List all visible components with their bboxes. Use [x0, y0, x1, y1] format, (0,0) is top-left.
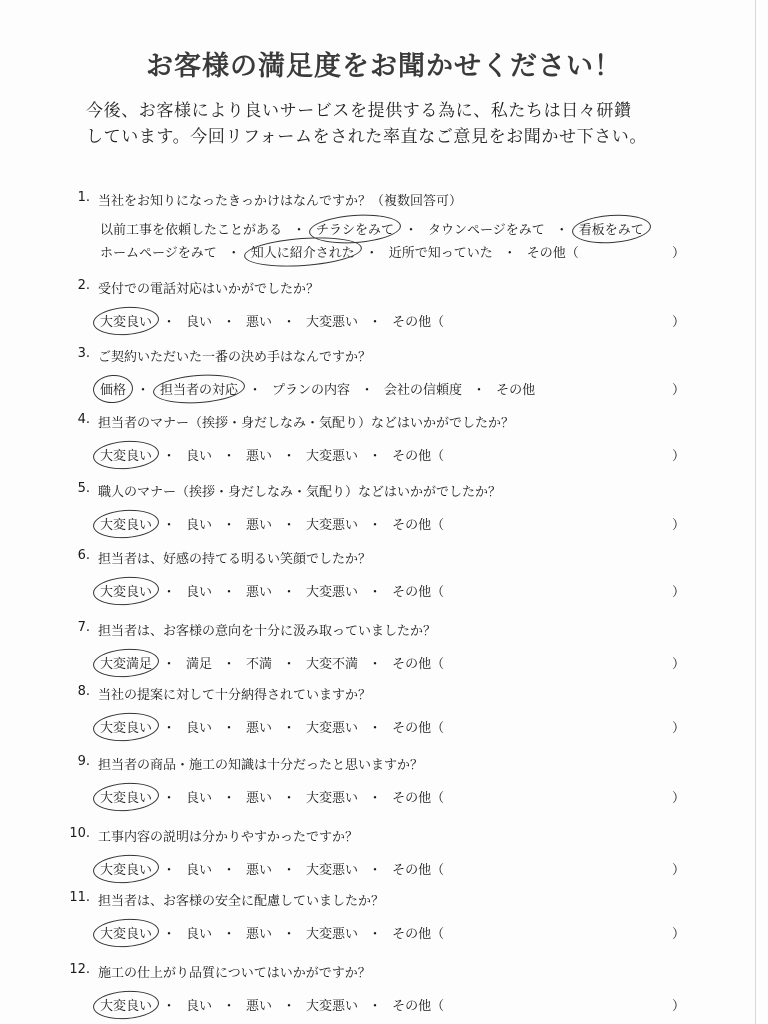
option[interactable]: 良い: [186, 927, 213, 942]
option-separator: ・: [555, 223, 569, 238]
question-number: 4.: [77, 412, 90, 427]
option-selected[interactable]: 大変良い: [98, 311, 154, 330]
option-selected[interactable]: 大変満足: [98, 653, 154, 672]
option-separator: ・: [404, 223, 418, 238]
option-selected[interactable]: 担当者の対応: [158, 379, 240, 398]
question-text: ご契約いただいた一番の決め手はなんですか？: [98, 350, 372, 365]
option-selected[interactable]: 大変良い: [98, 787, 154, 806]
option-separator: ・: [282, 518, 296, 533]
option[interactable]: 大変悪い: [306, 449, 359, 464]
question-number: 3.: [77, 346, 90, 361]
question-text: 工事内容の説明は分かりやすかったですか？: [98, 830, 359, 845]
intro-line-1: 今後、お客様により良いサービスを提供する為に、私たちは日々研鑽: [86, 101, 632, 121]
closing-paren: ）: [672, 315, 686, 330]
option-selected[interactable]: 大変良い: [98, 581, 154, 600]
option[interactable]: その他（: [392, 315, 445, 330]
option-separator: ・: [227, 246, 241, 261]
option-separator: ・: [162, 449, 176, 464]
option[interactable]: その他（: [392, 863, 445, 878]
options-row-2: [98, 242, 581, 261]
question-text: 職人のマナー（挨拶・身だしなみ・気配り）などはいかがでしたか？: [98, 485, 502, 500]
closing-paren: ）: [672, 791, 686, 806]
survey-title: お客様の満足度をお聞かせください！: [146, 51, 622, 82]
closing-paren: ）: [672, 863, 686, 878]
option[interactable]: プランの内容: [272, 383, 351, 398]
option-separator: ・: [472, 383, 486, 398]
option[interactable]: 大変悪い: [306, 315, 359, 330]
options-row: [98, 717, 446, 736]
option-separator: ・: [368, 721, 382, 736]
question-number: 10.: [69, 826, 90, 841]
question-text: 当社の提案に対して十分納得されていますか？: [98, 688, 372, 703]
option-separator: ・: [368, 791, 382, 806]
option-selected[interactable]: 大変良い: [98, 859, 154, 878]
option-separator: ・: [222, 999, 236, 1014]
option-separator: ・: [222, 449, 236, 464]
question-number: 9.: [77, 754, 90, 769]
option[interactable]: 良い: [186, 721, 213, 736]
options-row: [98, 379, 537, 398]
question-text: 受付での電話対応はいかがでしたか？: [98, 282, 320, 297]
option-separator: ・: [360, 383, 374, 398]
closing-paren: ）: [672, 999, 686, 1014]
option[interactable]: 大変悪い: [306, 585, 359, 600]
option[interactable]: その他（: [392, 585, 445, 600]
option-selected[interactable]: 知人に紹介された: [249, 242, 357, 261]
question-number: 8.: [77, 684, 90, 699]
options-row-1: [98, 219, 646, 238]
closing-paren: ）: [672, 585, 686, 600]
closing-paren: ）: [672, 246, 686, 261]
option[interactable]: 近所で知っていた: [388, 246, 493, 261]
intro-line-2: しています。今回リフォームをされた率直なご意見をお聞かせ下さい。: [86, 127, 647, 147]
option-separator: ・: [282, 449, 296, 464]
options-row: [98, 445, 446, 464]
option[interactable]: 悪い: [246, 791, 273, 806]
option[interactable]: 大変不満: [306, 657, 359, 672]
option-separator: ・: [368, 585, 382, 600]
option[interactable]: 良い: [186, 449, 213, 464]
option-separator: ・: [222, 657, 236, 672]
question-text: 当社をお知りになったきっかけはなんですか？（複数回答可）: [98, 194, 463, 209]
option-separator: ・: [282, 999, 296, 1014]
options-row: [98, 653, 446, 672]
question-text: 担当者のマナー（挨拶・身だしなみ・気配り）などはいかがでしたか？: [98, 416, 515, 431]
option-selected[interactable]: 大変良い: [98, 717, 154, 736]
option[interactable]: その他: [496, 383, 536, 398]
option[interactable]: 良い: [186, 863, 213, 878]
option-separator: ・: [222, 863, 236, 878]
option-separator: ・: [162, 657, 176, 672]
option-separator: ・: [368, 657, 382, 672]
option[interactable]: 大変悪い: [306, 518, 359, 533]
scan-edge-line: [755, 0, 756, 1024]
option-separator: ・: [162, 315, 176, 330]
question-text: 担当者は、お客様の意向を十分に汲み取っていましたか？: [98, 624, 437, 639]
options-row: [98, 923, 446, 942]
option[interactable]: その他（: [392, 791, 445, 806]
option-separator: ・: [282, 721, 296, 736]
option-separator: ・: [222, 585, 236, 600]
closing-paren: ）: [672, 657, 686, 672]
option[interactable]: 悪い: [246, 315, 273, 330]
question-number: 7.: [77, 620, 90, 635]
option[interactable]: 良い: [186, 518, 213, 533]
option-separator: ・: [368, 999, 382, 1014]
option[interactable]: 悪い: [246, 863, 273, 878]
option[interactable]: 大変悪い: [306, 863, 359, 878]
option-separator: ・: [222, 927, 236, 942]
option[interactable]: 以前工事を依頼したことがある: [100, 223, 283, 238]
option-separator: ・: [162, 721, 176, 736]
option-separator: ・: [136, 383, 150, 398]
closing-paren: ）: [672, 449, 686, 464]
question-text: 施工の仕上がり品質についてはいかがですか？: [98, 966, 371, 981]
question-number: 5.: [77, 481, 90, 496]
option-separator: ・: [162, 791, 176, 806]
option-separator: ・: [282, 863, 296, 878]
option-separator: ・: [162, 863, 176, 878]
option[interactable]: 良い: [186, 315, 213, 330]
option-separator: ・: [368, 863, 382, 878]
question-number: 6.: [77, 548, 90, 563]
option-selected[interactable]: チラシをみて: [314, 219, 396, 238]
option[interactable]: 悪い: [246, 585, 273, 600]
option[interactable]: 大変悪い: [306, 999, 359, 1014]
option-separator: ・: [503, 246, 517, 261]
option[interactable]: その他（: [392, 657, 445, 672]
question-number: 12.: [69, 962, 90, 977]
option-separator: ・: [368, 518, 382, 533]
option[interactable]: 満足: [186, 657, 213, 672]
option[interactable]: 会社の信頼度: [384, 383, 463, 398]
options-row: [98, 859, 446, 878]
option[interactable]: その他（: [392, 999, 445, 1014]
option-separator: ・: [368, 927, 382, 942]
option-selected[interactable]: 大変良い: [98, 923, 154, 942]
question-number: 1.: [77, 190, 90, 205]
option-separator: ・: [282, 657, 296, 672]
option[interactable]: 良い: [186, 791, 213, 806]
option-selected[interactable]: 大変良い: [98, 995, 154, 1014]
question-text: 担当者は、お客様の安全に配慮していましたか？: [98, 894, 385, 909]
option-separator: ・: [368, 315, 382, 330]
option-selected[interactable]: 価格: [98, 379, 128, 398]
option[interactable]: その他（: [392, 721, 445, 736]
option[interactable]: 悪い: [246, 518, 273, 533]
option[interactable]: 大変悪い: [306, 927, 359, 942]
option-separator: ・: [282, 585, 296, 600]
question-text: 担当者は、好感の持てる明るい笑顔でしたか？: [98, 552, 372, 567]
option-selected[interactable]: 大変良い: [98, 514, 154, 533]
option-separator: ・: [282, 791, 296, 806]
options-row: [98, 311, 446, 330]
options-row: [98, 995, 446, 1014]
question-number: 2.: [77, 278, 90, 293]
option[interactable]: 不満: [246, 657, 273, 672]
option-selected[interactable]: 大変良い: [98, 445, 154, 464]
option-separator: ・: [162, 518, 176, 533]
question-number: 11.: [69, 890, 90, 905]
question-text: 担当者の商品・施工の知識は十分だったと思いますか？: [98, 758, 424, 773]
option-separator: ・: [162, 999, 176, 1014]
closing-paren: ）: [672, 721, 686, 736]
option-separator: ・: [282, 927, 296, 942]
option[interactable]: 良い: [186, 585, 213, 600]
option[interactable]: その他（: [526, 246, 579, 261]
option[interactable]: その他（: [392, 518, 445, 533]
option[interactable]: 良い: [186, 999, 213, 1014]
closing-paren: ）: [672, 383, 686, 398]
option-separator: ・: [368, 449, 382, 464]
option-separator: ・: [365, 246, 379, 261]
option[interactable]: その他（: [392, 927, 445, 942]
option[interactable]: タウンページをみて: [428, 223, 545, 238]
closing-paren: ）: [672, 927, 686, 942]
option[interactable]: 大変悪い: [306, 721, 359, 736]
option[interactable]: 悪い: [246, 449, 273, 464]
option[interactable]: 悪い: [246, 721, 273, 736]
options-row: [98, 787, 446, 806]
option[interactable]: ホームページをみて: [100, 246, 217, 261]
option-separator: ・: [222, 315, 236, 330]
option-separator: ・: [222, 721, 236, 736]
option-separator: ・: [162, 927, 176, 942]
options-row: [98, 514, 446, 533]
option-separator: ・: [222, 791, 236, 806]
option[interactable]: 大変悪い: [306, 791, 359, 806]
options-row: [98, 581, 446, 600]
option-separator: ・: [292, 223, 306, 238]
option-selected[interactable]: 看板をみて: [577, 219, 646, 238]
closing-paren: ）: [672, 518, 686, 533]
option[interactable]: その他（: [392, 449, 445, 464]
option-separator: ・: [222, 518, 236, 533]
option[interactable]: 悪い: [246, 927, 273, 942]
option-separator: ・: [248, 383, 262, 398]
option[interactable]: 悪い: [246, 999, 273, 1014]
option-separator: ・: [282, 315, 296, 330]
option-separator: ・: [162, 585, 176, 600]
